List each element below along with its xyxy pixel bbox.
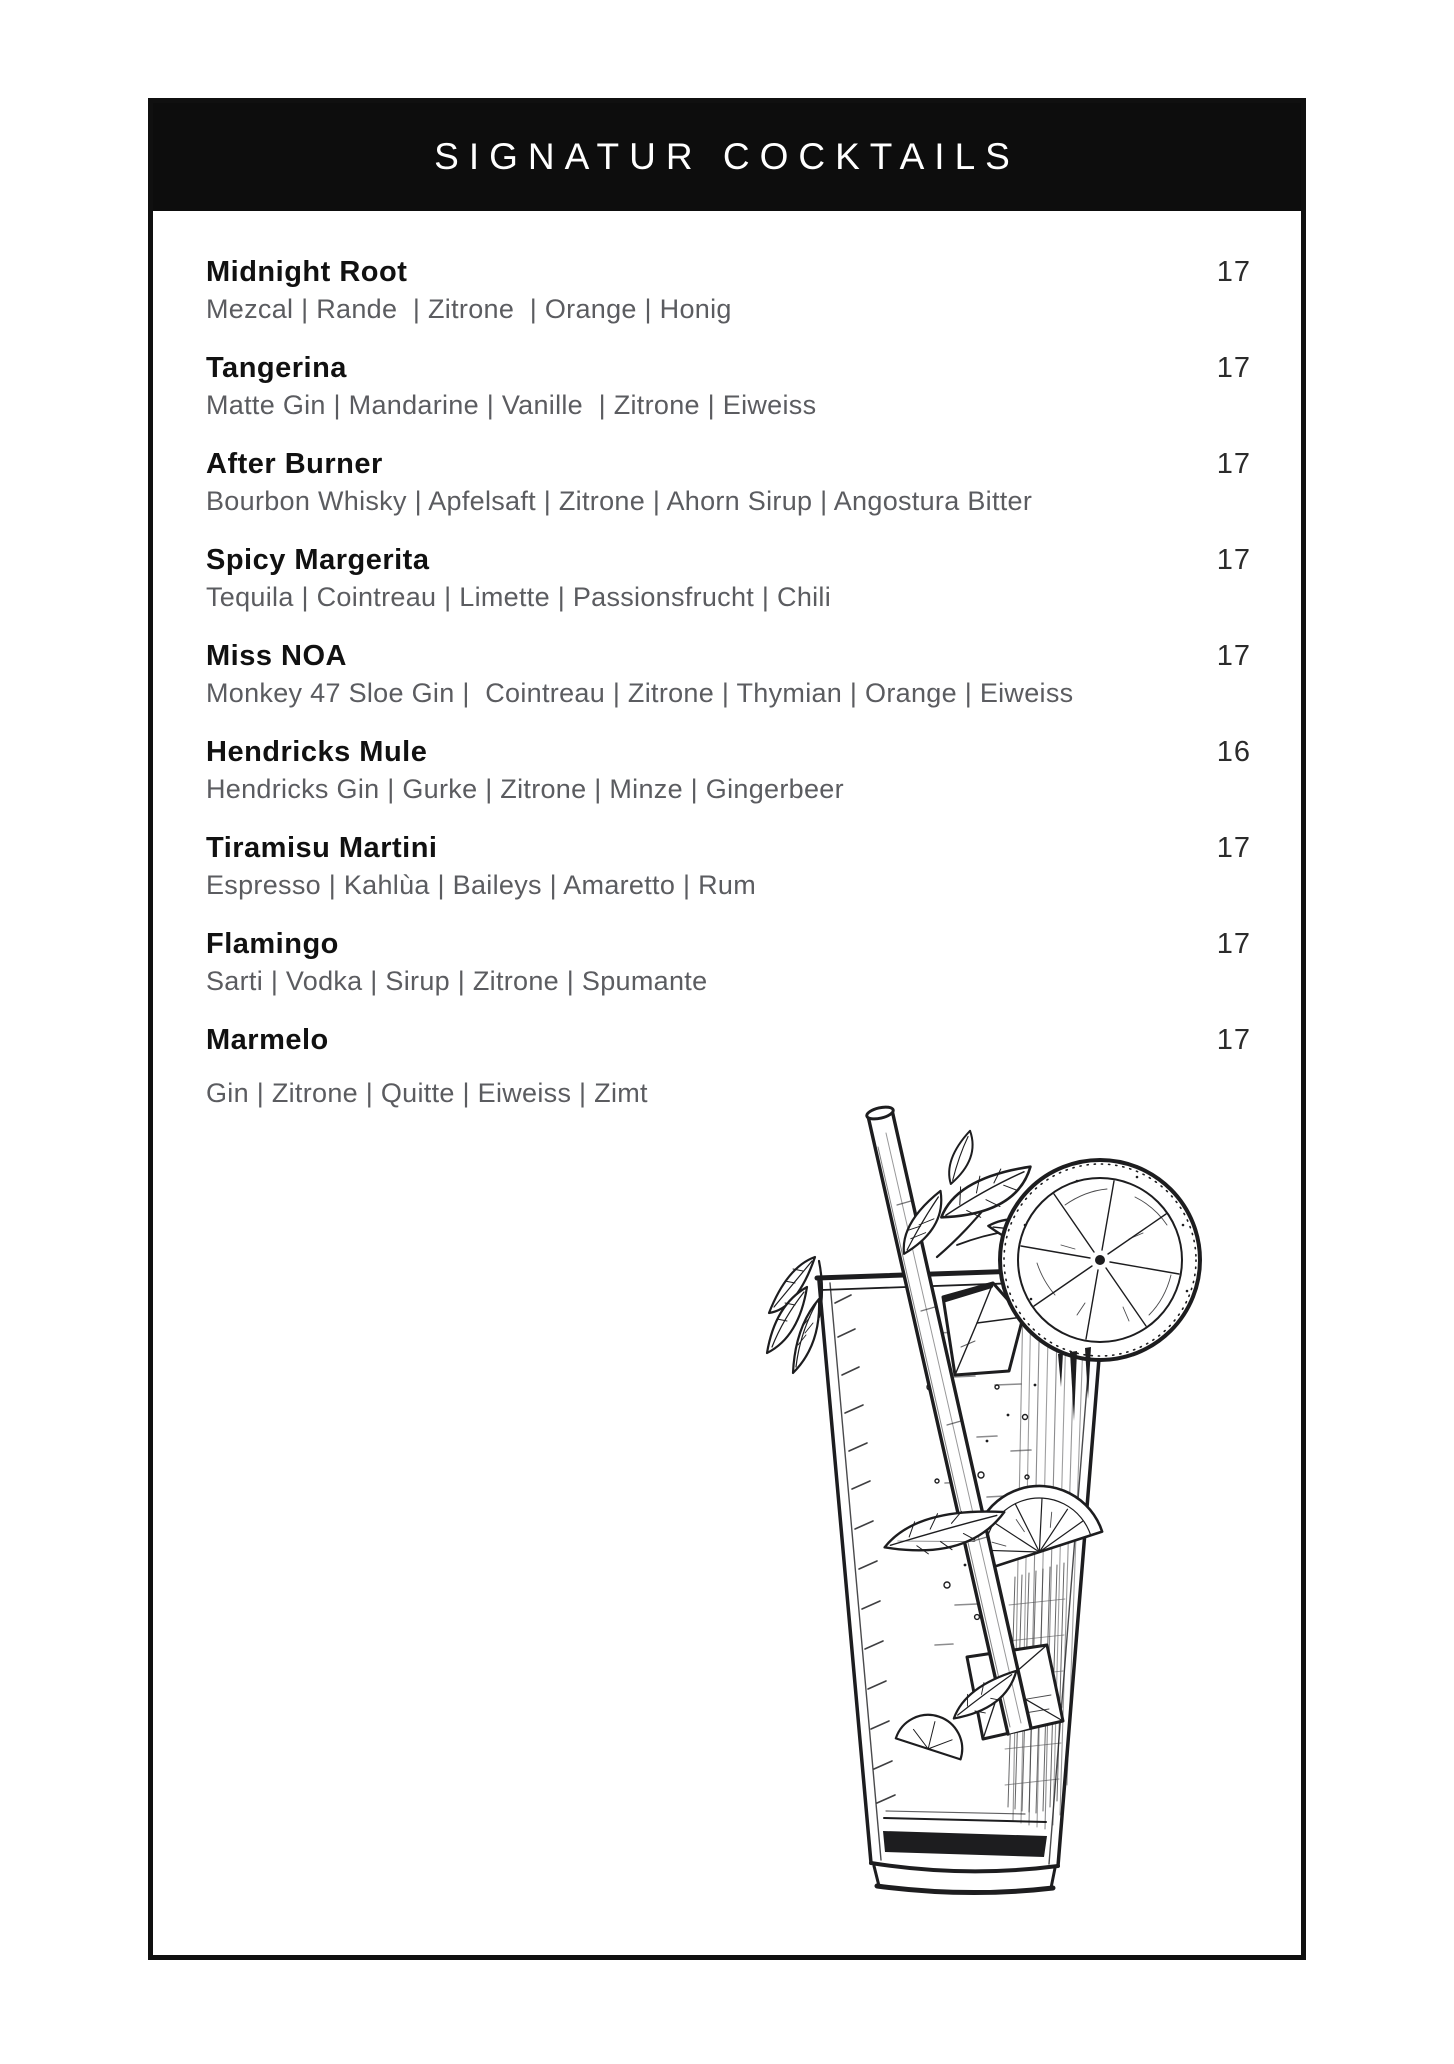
menu-item [206, 829, 1251, 903]
cocktail-price: 17 [1216, 448, 1251, 480]
cocktail-price: 17 [1216, 256, 1251, 288]
cocktail-ingredients: Matte Gin | Mandarine | Vanille | Zitrone | Eiweiss [206, 390, 817, 420]
cocktail-ingredients: Hendricks Gin | Gurke | Zitrone | Minze | Gingerbeer [206, 774, 844, 804]
citrus-drips [1058, 1347, 1091, 1421]
cocktail-name: Midnight Root [206, 256, 408, 288]
cocktail-price: 16 [1216, 736, 1251, 768]
citrus-wheel [1000, 1160, 1200, 1360]
menu-item [206, 253, 1251, 327]
cocktail-glass-illustration-icon [725, 1085, 1265, 1925]
menu-item [206, 445, 1251, 519]
cocktail-ingredients: Sarti | Vodka | Sirup | Zitrone | Spumante [206, 966, 708, 996]
cocktail-name: Marmelo [206, 1024, 329, 1056]
menu-item [206, 541, 1251, 615]
cocktail-ingredients: Tequila | Cointreau | Limette | Passionsfrucht | Chili [206, 582, 832, 612]
menu-header-bar [153, 103, 1301, 211]
cocktail-name: Hendricks Mule [206, 736, 428, 768]
cocktail-name: Flamingo [206, 928, 339, 960]
menu-page-frame [148, 98, 1306, 1960]
cocktail-list [153, 211, 1301, 1111]
cocktail-price: 17 [1216, 928, 1251, 960]
cocktail-name: After Burner [206, 448, 383, 480]
menu-item [206, 349, 1251, 423]
menu-item [206, 733, 1251, 807]
cocktail-name: Spicy Margerita [206, 544, 430, 576]
cocktail-ingredients: Monkey 47 Sloe Gin | Cointreau | Zitrone | Thymian | Orange | Eiweiss [206, 678, 1074, 708]
cocktail-price: 17 [1216, 544, 1251, 576]
cocktail-price: 17 [1216, 640, 1251, 672]
cocktail-name: Tangerina [206, 352, 347, 384]
cocktail-price: 17 [1216, 352, 1251, 384]
cocktail-ingredients: Mezcal | Rande | Zitrone | Orange | Honig [206, 294, 732, 324]
menu-item [206, 925, 1251, 999]
menu-item [206, 637, 1251, 711]
mint-sprig-left [767, 1257, 822, 1373]
cocktail-name: Tiramisu Martini [206, 832, 438, 864]
cocktail-price: 17 [1216, 832, 1251, 864]
cocktail-price: 17 [1216, 1024, 1251, 1056]
cocktail-ingredients: Gin | Zitrone | Quitte | Eiweiss | Zimt [206, 1078, 648, 1108]
cocktail-name: Miss NOA [206, 640, 347, 672]
cocktail-ingredients: Espresso | Kahlùa | Baileys | Amaretto | Rum [206, 870, 756, 900]
cocktail-ingredients: Bourbon Whisky | Apfelsaft | Zitrone | Ahorn Sirup | Angostura Bitter [206, 486, 1033, 516]
page-title: SIGNATUR COCKTAILS [434, 136, 1020, 177]
